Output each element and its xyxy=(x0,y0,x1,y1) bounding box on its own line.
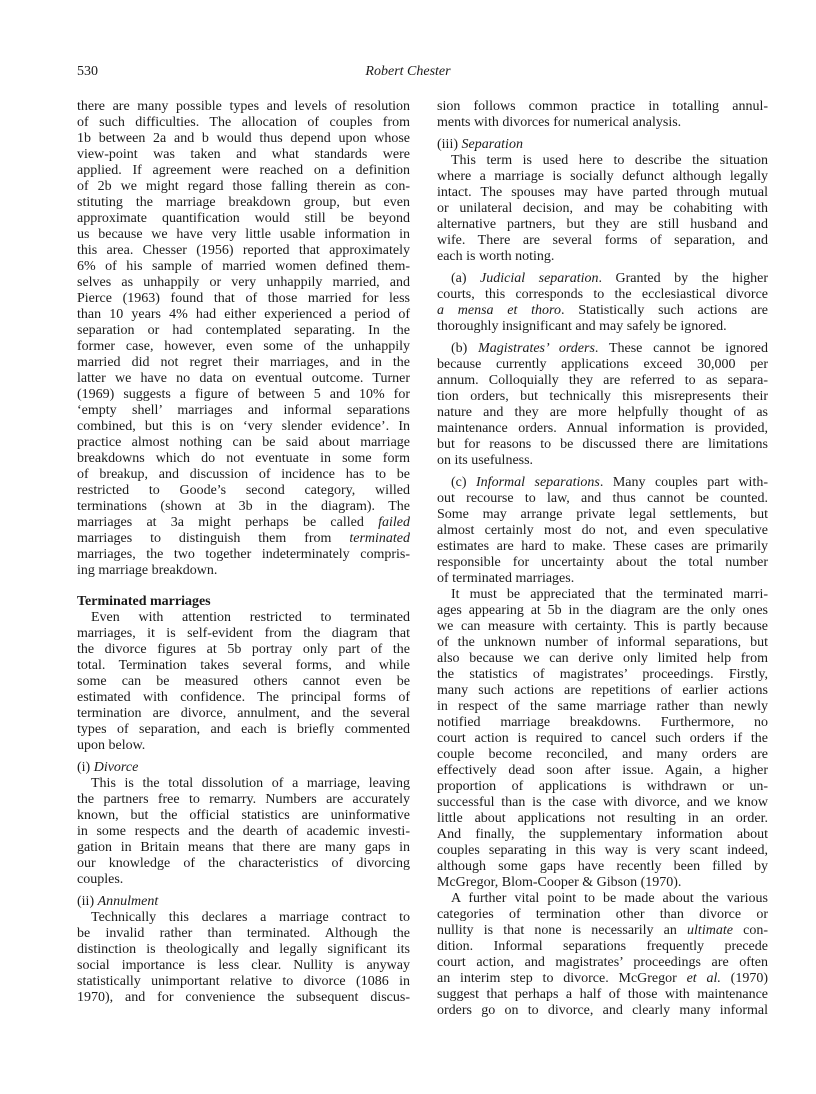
text-line: categories of termination other than divorce or xyxy=(437,907,768,922)
text-line: because currently applications exceed 30,000 per xyxy=(437,357,768,372)
text-line: nullity is that none is necessarily an ultimate con- xyxy=(437,923,768,938)
text-line: Some may arrange private legal settlements, but xyxy=(437,507,768,522)
paragraph xyxy=(77,910,410,1006)
text-line: ing marriage breakdown. xyxy=(77,563,218,578)
text-line: but for reasons to be discussed there are limitations xyxy=(437,437,768,452)
text-line: marriages, the two together indeterminately compris- xyxy=(77,547,410,562)
text-line: each is worth noting. xyxy=(437,249,555,264)
text-line: in respect of the same marriage rather than newly xyxy=(437,699,768,714)
text-line: stituting the marriage breakdown group, but even xyxy=(77,195,410,210)
text-line: termination are divorce, annulment, and the several xyxy=(77,706,410,721)
text-line: where a marriage is socially defunct although legally xyxy=(437,169,768,184)
text-line: approximate quantification would still be beyond xyxy=(77,211,410,226)
text-line: orders go on to divorce, and clearly many informal xyxy=(437,1003,768,1018)
text-line: the statistics of magistrates’ proceedings. Firstly, xyxy=(437,667,768,682)
text-line: on its usefulness. xyxy=(437,453,534,468)
text-line: almost certainly most do not, and even speculative xyxy=(437,523,768,538)
text-line: (b) Magistrates’ orders. These cannot be ignored xyxy=(451,341,768,356)
text-line: 1970), and for convenience the subsequent discus- xyxy=(77,990,410,1005)
text-line: ments with divorces for numerical analysis. xyxy=(437,115,682,130)
text-line: a mensa et thoro. Statistically such actions are xyxy=(437,303,768,318)
paragraph xyxy=(437,99,768,131)
text-line: 6% of his sample of married women defined them- xyxy=(77,259,410,274)
text-line: maintenance orders. Annual information is provided, xyxy=(437,421,768,436)
paragraph xyxy=(437,891,768,923)
text-line: statistically unimportant relative to divorce (1086 in xyxy=(77,974,410,989)
text-line: (a) Judicial separation. Granted by the higher xyxy=(451,271,768,286)
running-head: Robert Chester xyxy=(365,64,451,79)
text-line: practice almost nothing can be said about marriage xyxy=(77,435,410,450)
text-line: than 10 years 4% had either experienced a period of xyxy=(77,307,410,322)
text-line: responsible for uncertainty about the total number xyxy=(437,555,768,570)
text-line: intact. The spouses may have parted through mutual xyxy=(437,185,768,200)
text-line: selves as unhappily or very unhappily married, and xyxy=(77,275,410,290)
text-line: dition. Informal separations frequently precede xyxy=(437,939,768,954)
text-line: the partners free to remarry. Numbers are accurately xyxy=(77,792,410,807)
text-line: This term is used here to describe the situation xyxy=(451,153,768,168)
text-line: of breakup, and discussion of incidence has to be xyxy=(77,467,410,482)
text-line: we can measure with certainty. This is partly because xyxy=(437,619,768,634)
text-line: 1b between 2a and b would thus depend upon whose xyxy=(77,131,410,146)
section-heading: Terminated marriages xyxy=(77,594,211,609)
paragraph xyxy=(77,610,410,754)
text-line: of 2b we might regard those falling therein as con- xyxy=(77,179,410,194)
text-line: tion orders, but technically this misrepresents their xyxy=(437,389,768,404)
text-line: successful than is the case with divorce, and we know xyxy=(437,795,768,810)
text-line: there are many possible types and levels of resolution xyxy=(77,99,410,114)
text-line: gation in Britain means that there are many gaps in xyxy=(77,840,410,855)
text-line: former case, however, even some of the unhappily xyxy=(77,339,410,354)
text-line: Even with attention restricted to terminated xyxy=(91,610,410,625)
text-line: couples separating in this way is very scant indeed, xyxy=(437,843,768,858)
text-line: estimated with confidence. The principal forms of xyxy=(77,690,410,705)
text-line: the divorce figures at 5b portray only part of the xyxy=(77,642,410,657)
subsection-heading: (iii) Separation xyxy=(437,137,523,152)
text-line: This is the total dissolution of a marriage, leaving xyxy=(91,776,410,791)
text-line: in some respects and the dearth of academic investi- xyxy=(77,824,410,839)
text-line: court action, and magistrates’ proceedings are often xyxy=(437,955,768,970)
text-line: us because we have very little usable information in xyxy=(77,227,410,242)
page-number: 530 xyxy=(77,64,98,79)
text-line: distinction is theologically and legally significant its xyxy=(77,942,410,957)
text-line: court action is required to cancel such orders if the xyxy=(437,731,768,746)
text-line: although some gaps have recently been filled by xyxy=(437,859,768,874)
text-line: some can be measured others cannot even be xyxy=(77,674,410,689)
text-line: effectively dead soon after issue. Again, a higher xyxy=(437,763,768,778)
text-line: ages appearing at 5b in the diagram are the only ones xyxy=(437,603,768,618)
text-line: separation or had contemplated separating. In the xyxy=(77,323,410,338)
paragraph xyxy=(77,776,410,888)
text-line: Pierce (1963) found that of those married for less xyxy=(77,291,410,306)
text-line: McGregor, Blom-Cooper & Gibson (1970). xyxy=(437,875,682,890)
text-line: view-point was taken and what standards were xyxy=(77,147,410,162)
paragraph xyxy=(437,357,768,469)
text-line: combined, but this is on ‘very slender evidence’. In xyxy=(77,419,410,434)
text-line: upon below. xyxy=(77,738,146,753)
text-line: marriages to distinguish them from terminated xyxy=(77,531,410,546)
text-line: restricted to Goode’s second category, willed xyxy=(77,483,410,498)
text-line: terminations (shown at 3b in the diagram). The xyxy=(77,499,410,514)
text-line: latter we have no data on eventual outcome. Turner xyxy=(77,371,410,386)
paragraph xyxy=(437,987,768,1019)
text-line: alternative partners, but they are still husband and xyxy=(437,217,768,232)
text-line: notified marriage breakdowns. Furthermore, no xyxy=(437,715,768,730)
text-line: couple become reconciled, and many orders are xyxy=(437,747,768,762)
text-line: It must be appreciated that the terminated marri- xyxy=(451,587,768,602)
text-line: types of separation, and each is briefly commented xyxy=(77,722,410,737)
right-column xyxy=(437,99,768,1019)
text-line: courts, this corresponds to the ecclesiastical divorce xyxy=(437,287,768,302)
text-line: of the unknown number of informal separations, but xyxy=(437,635,768,650)
text-line: little about applications not resulting in an order. xyxy=(437,811,768,826)
text-line: And finally, the supplementary information about xyxy=(437,827,768,842)
text-line: suggest that perhaps a half of those with maintenance xyxy=(437,987,768,1002)
text-line: be invalid rather than terminated. Although the xyxy=(77,926,410,941)
left-column xyxy=(77,99,410,1006)
text-line: many such actions are repetitions of earlier actions xyxy=(437,683,768,698)
text-line: (c) Informal separations. Many couples part with- xyxy=(451,475,768,490)
text-line: wife. There are several forms of separation, and xyxy=(437,233,768,248)
text-line: out recourse to law, and thus cannot be counted. xyxy=(437,491,768,506)
text-line: marriages, it is self-evident from the diagram that xyxy=(77,626,410,641)
text-line: known, but the official statistics are uninformative xyxy=(77,808,410,823)
paragraph xyxy=(77,547,410,579)
text-line: proportion of applications is withdrawn or un- xyxy=(437,779,768,794)
text-line: breakdowns which do not eventuate in some form xyxy=(77,451,410,466)
subsection-heading: (i) Divorce xyxy=(77,760,139,775)
text-line: married did not regret their marriages, and in the xyxy=(77,355,410,370)
emphasis: terminated xyxy=(349,531,410,546)
text-line: nature and they are more helpfully thought of as xyxy=(437,405,768,420)
text-line: A further vital point to be made about the various xyxy=(451,891,768,906)
text-line: this area. Chesser (1956) reported that approximately xyxy=(77,243,410,258)
subsection-heading: (ii) Annulment xyxy=(77,894,159,909)
text-line: of such difficulties. The allocation of couples from xyxy=(77,115,410,130)
text-line: couples. xyxy=(77,872,124,887)
paragraph xyxy=(437,939,768,971)
paragraph xyxy=(437,587,768,891)
text-line: annum. Colloquially they are referred to as separa- xyxy=(437,373,768,388)
text-line: ‘empty shell’ marriages and informal separations xyxy=(77,403,410,418)
text-line: an interim step to divorce. McGregor et al. (1970) xyxy=(437,971,768,986)
text-line: of terminated marriages. xyxy=(437,571,575,586)
emphasis: failed xyxy=(378,515,410,530)
text-line: our knowledge of the characteristics of divorcing xyxy=(77,856,410,871)
text-line: social importance is less clear. Nullity is anyway xyxy=(77,958,410,973)
paragraph xyxy=(437,153,768,265)
text-line: marriages at 3a might perhaps be called failed xyxy=(77,515,410,530)
text-line: estimates are hard to make. These cases are primarily xyxy=(437,539,768,554)
text-line: sion follows common practice in totalling annul- xyxy=(437,99,768,114)
paragraph xyxy=(437,491,768,587)
text-line: total. Termination takes several forms, and while xyxy=(77,658,410,673)
text-line: (1969) suggests a figure of between 5 and 10% for xyxy=(77,387,410,402)
text-line: or unilateral decision, and may be cohabiting with xyxy=(437,201,768,216)
text-line: thoroughly insignificant and may safely be ignored. xyxy=(437,319,727,334)
text-line: applied. If agreement were reached on a definition xyxy=(77,163,410,178)
text-line: also because we can derive only limited help from xyxy=(437,651,768,666)
paragraph xyxy=(77,99,410,515)
text-line: Technically this declares a marriage contract to xyxy=(91,910,410,925)
